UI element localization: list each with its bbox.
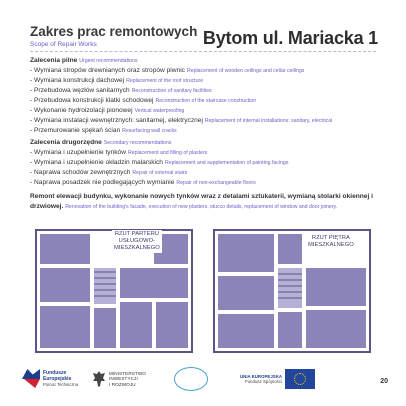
item-en: Replacement and filling of plasters bbox=[127, 149, 208, 156]
ground-floor-plan bbox=[34, 228, 194, 354]
secondary-heading-en: Secondary recommendations bbox=[103, 140, 172, 146]
page-number: 20 bbox=[380, 378, 388, 385]
european-funds-logo bbox=[22, 364, 78, 394]
program-badge-logo bbox=[174, 364, 208, 394]
item-en: Reconstruction of the staircase construction bbox=[155, 97, 257, 104]
item-pl: - Przebudowa konstrukcji klatki schodowej bbox=[30, 96, 154, 104]
urgent-heading-pl: Zalecenia pilne bbox=[30, 57, 78, 64]
urgent-heading bbox=[30, 57, 380, 64]
item-en: Replacement of the roof structure bbox=[126, 77, 204, 84]
item-pl: - Wykonanie hydroizolacji pionowej bbox=[30, 106, 133, 114]
secondary-section bbox=[30, 139, 380, 188]
secondary-heading-pl: Zalecenia drugorzędne bbox=[30, 139, 102, 146]
list-item bbox=[30, 96, 380, 106]
item-en: Reconstruction of sanitary facilities bbox=[131, 87, 212, 94]
funding-logos bbox=[0, 364, 406, 398]
list-item bbox=[30, 76, 380, 86]
upper-floor-label bbox=[306, 234, 356, 250]
item-pl: - Naprawa schodów zewnętrznych bbox=[30, 168, 131, 176]
european-funds-icon bbox=[22, 369, 40, 389]
item-pl: - Wymiana i uzupełnienie okładzin malarskich bbox=[30, 158, 163, 166]
urgent-section bbox=[30, 57, 380, 136]
item-en: Replacement of wooden ceilings and cellar ceilings bbox=[186, 67, 305, 74]
item-pl: - Przemurowanie spękań ścian bbox=[30, 127, 121, 135]
logo-text: MINISTERSTWO bbox=[109, 370, 146, 376]
item-en: Resurfacing wall cracks bbox=[122, 128, 177, 135]
plan-label-line: RZUT PIĘTRA bbox=[311, 235, 350, 241]
list-item bbox=[30, 168, 380, 178]
upper-floor-plan bbox=[212, 228, 372, 354]
plan-label-line: RZUT PARTERU bbox=[114, 231, 159, 237]
list-item bbox=[30, 66, 380, 76]
list-item bbox=[30, 126, 380, 136]
eagle-icon bbox=[92, 370, 106, 388]
plan-label-line: MIESZKALNEGO bbox=[114, 245, 160, 251]
item-en: Vertical waterproofing bbox=[134, 107, 185, 114]
list-item bbox=[30, 106, 380, 116]
item-pl: - Przebudowa węzłów sanitarnych bbox=[30, 86, 130, 94]
ministry-logo bbox=[92, 364, 146, 394]
summary-en: Renovation of the building's facade, execution of new plasters, stucco details, replacement of window and door joinery. bbox=[65, 203, 338, 210]
item-pl: - Naprawa posadzek nie podlegających wymianie bbox=[30, 178, 175, 186]
summary-pl: Remont elewacji budynku, wykonanie nowych tynków wraz z detalami sztukaterii, wymianą stolarki okiennej i drzwiowej. bbox=[30, 193, 373, 210]
facade-summary bbox=[30, 192, 378, 212]
list-item bbox=[30, 116, 380, 126]
logo-text: Fundusz Spójności bbox=[244, 379, 283, 384]
secondary-heading bbox=[30, 139, 380, 146]
item-pl: - Wymiana konstrukcji dachowej bbox=[30, 76, 125, 84]
item-en: Replacement of internal installations: sanitary, electrical bbox=[204, 117, 333, 124]
logo-text: INWESTYCJI bbox=[109, 376, 138, 382]
plan-label-line: MIESZKALNEGO bbox=[308, 242, 354, 248]
urgent-heading-en: Urgent recommendations bbox=[79, 58, 138, 64]
program-badge-icon bbox=[174, 367, 208, 391]
item-en: Repair of non-exchangeable floors bbox=[176, 179, 256, 186]
list-item bbox=[30, 86, 380, 96]
logo-text: Europejskie bbox=[43, 376, 72, 382]
item-en: Replacement and supplementation of painting facings bbox=[164, 159, 289, 166]
list-item bbox=[30, 178, 380, 188]
logo-text: UNIA EUROPEJSKA bbox=[240, 373, 283, 379]
page-subtitle: Scope of Repair Works bbox=[30, 41, 97, 48]
address-heading: Bytom ul. Mariacka 1 bbox=[202, 28, 378, 48]
title-divider bbox=[30, 51, 376, 52]
item-pl: - Wymiana instalacji wewnętrznych: sanitarnej, elektrycznej bbox=[30, 116, 203, 124]
logo-text: I ROZWOJU bbox=[109, 381, 136, 387]
item-pl: - Wymiana i uzupełnienie tynków bbox=[30, 148, 126, 156]
list-item bbox=[30, 148, 380, 158]
logo-text: Pomoc Techniczna bbox=[43, 382, 79, 387]
page-title: Zakres prac remontowych bbox=[30, 24, 198, 39]
item-en: Repair of external stairs bbox=[132, 169, 188, 176]
list-item bbox=[30, 158, 380, 168]
eu-flag-icon bbox=[285, 369, 315, 389]
ground-floor-label bbox=[112, 230, 162, 253]
logo-text: Fundusze bbox=[43, 370, 67, 376]
item-pl: - Wymiana stropów drewnianych oraz stropów piwnic bbox=[30, 66, 185, 74]
plan-label-line: USŁUGOWO- bbox=[118, 238, 156, 244]
eu-logo bbox=[240, 364, 315, 394]
